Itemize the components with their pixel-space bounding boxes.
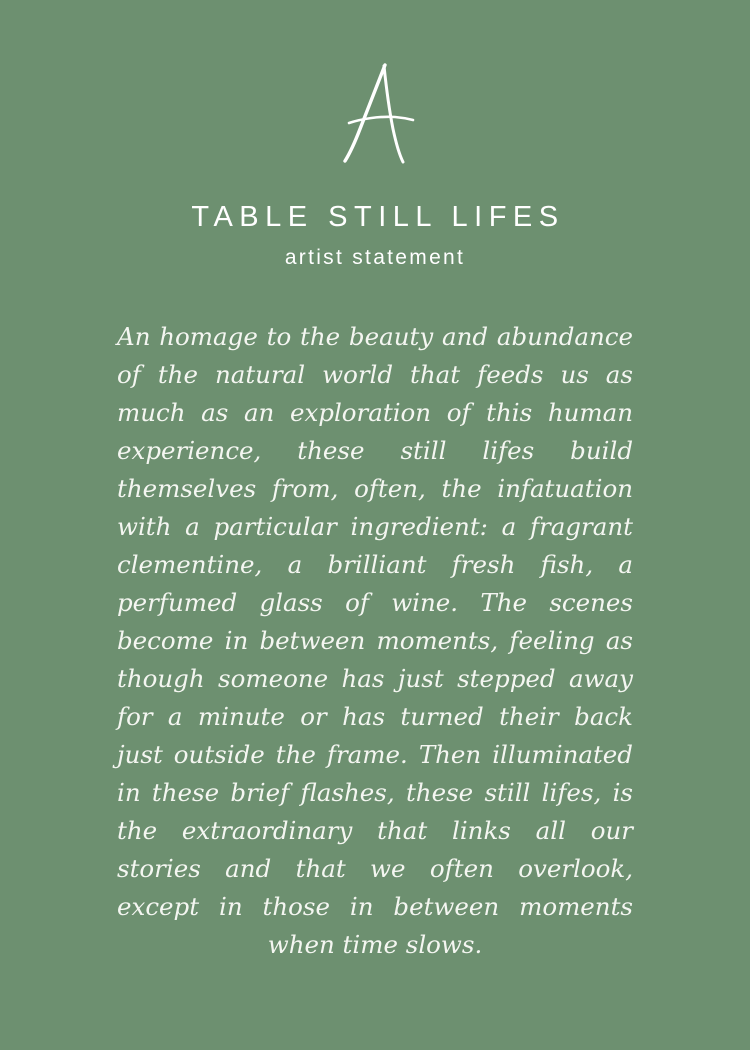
page-title: TABLE STILL LIFES [191, 201, 565, 233]
artist-statement-text: An homage to the beauty and abundance of the natural world that feeds us as much as an exploration of this human experience, these still lifes build themselves from, often, the infatuation with a particular ingredient: a fragrant clementine, a brilliant fresh fish, a perfumed glass of wine. The scenes become in between moments, feeling as though someone has just stepped away for a minute or has turned their back just outside the frame. Then illuminated in these brief flashes, these still lifes, is the extraordinary that links all our stories and that we often overlook, except in those in between moments when time slows. [117, 321, 633, 959]
page-subtitle: artist statement [284, 245, 466, 269]
letter-a-monogram-icon [327, 58, 423, 168]
